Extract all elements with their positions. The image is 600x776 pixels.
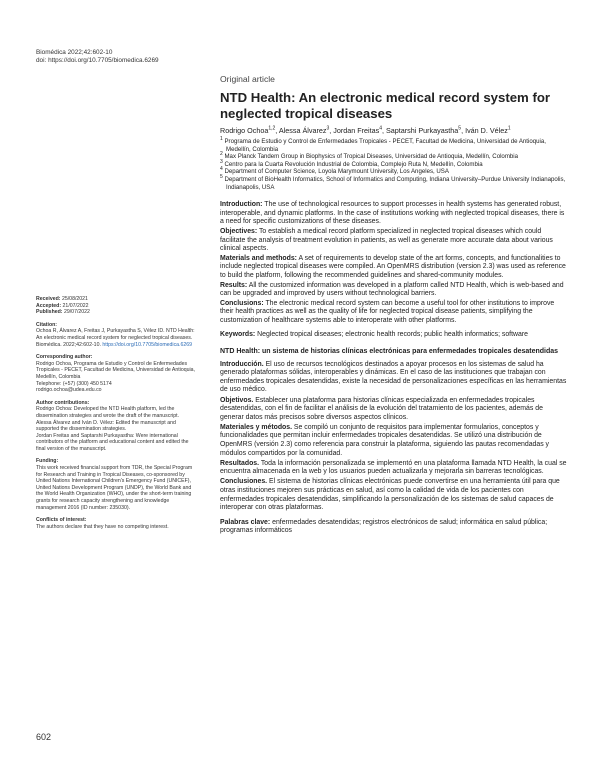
author-affil-sup: 1 xyxy=(507,125,511,132)
author-name: Alessa Álvarez xyxy=(278,126,327,135)
section-text: El sistema de historias clínicas electrónicas puede convertirse en una herramienta útil para que otras instituciones mejoren sus prácticas en salud, así como la calidad de vida de los pacientes con enfermedades tropicales desatendidas, simplificando la personalización de los sistemas de salud capaces de interoperar con otras plataformas. xyxy=(220,478,560,512)
section-label: Materials and methods: xyxy=(220,254,297,262)
section-text: Neglected tropical diseases; electronic health records; public health informatics; software xyxy=(257,331,528,339)
page-number: 602 xyxy=(36,732,52,742)
affiliation-number: 1 xyxy=(220,135,223,142)
funding-text: This work received financial support from TDR, the Special Program for Research and Training in Tropical Diseases, co-sponsored by United Nations International Children's Emergency Fund (UNICEF), United Nations Development Program (UNDP), the World Bank and the World Health Organization (WHO), under the short-term training grants for research capacity strengthening and knowledge management 2016 (ID number: 235030). xyxy=(36,465,193,511)
section-label: Introducción. xyxy=(220,360,264,368)
resumen-resultados xyxy=(220,460,568,477)
author-name: Rodrigo Ochoa xyxy=(220,126,269,135)
resumen-metodos xyxy=(220,424,568,458)
abstract-methods xyxy=(220,255,568,281)
main-column xyxy=(220,74,568,537)
corresponding-author-block xyxy=(36,354,198,394)
affiliation-number: 5 xyxy=(220,173,223,180)
affiliation-item xyxy=(220,168,568,176)
section-text: All the customized information was developed in a platform called NTD Health, which is web-based and can be upgraded and improved by users without technological barriers. xyxy=(220,281,564,298)
affiliation-item xyxy=(220,153,568,161)
corresponding-text: Rodrigo Ochoa, Programa de Estudio y Control de Enfermedades Tropicales - PECET, Facultad de Medicina, Universidad de Antioquia, Medellín, Colombia xyxy=(36,360,195,380)
resumen-conclusiones xyxy=(220,478,568,512)
author-name: Saptarshi Purkayastha xyxy=(385,126,459,135)
affiliation-text: Department of BioHealth Informatics, School of Informatics and Computing, Indiana University–Purdue University Indianapolis, Indianapolis, USA xyxy=(224,175,566,191)
resumen-palabras-clave xyxy=(220,519,568,536)
article-type: Original article xyxy=(220,74,275,84)
citation-block xyxy=(36,322,198,348)
journal-header xyxy=(36,49,159,65)
author-list: Rodrigo Ochoa$^{1,2}$, Alessa Álvarez$^3$, Jordan Freitas$^4$, Saptarshi Purkayastha$^5$, Iván D. Vélez$^1$ xyxy=(220,125,511,135)
author-affil-sup: 3 xyxy=(326,125,330,132)
accepted-label: Accepted: xyxy=(36,302,62,309)
affiliation-text: Centro para la Cuarta Revolución Industrial de Colombia, Complejo Ruta N, Medellín, Colombia xyxy=(224,160,483,168)
section-text: enfermedades desatendidas; registros electrónicos de salud; informática en salud pública; programas informáticos xyxy=(220,518,548,535)
article-sidebar xyxy=(36,296,198,536)
corresponding-email[interactable]: rodrigo.ochoa@udea.edu.co xyxy=(36,387,102,394)
section-text: A set of requirements to develop state of the art forms, concepts, and functionalities to include neglected tropical diseases were compiled. An OpenMRS distribution (version 2.3) was used as reference to build the platform, following the recommended guidelines and shared-community modules. xyxy=(220,254,566,279)
journal-doi: doi: https://doi.org/10.7705/biomedica.6269 xyxy=(36,57,159,64)
author-affil-sup: 1,2 xyxy=(268,125,276,132)
conflicts-block xyxy=(36,517,198,530)
section-label: Palabras clave: xyxy=(220,518,271,526)
contribution-item: Rodrigo Ochoa: Developed the NTD Health platform, led the dissemination strategies and wrote the draft of the manuscript. xyxy=(36,406,180,419)
journal-citation: Biomédica 2022;42:602-10 xyxy=(36,49,113,56)
contribution-item: Jordan Freitas and Saptarshi Purkayastha: Were international contributors of the platform and educational content and edited the final version of the manuscript. xyxy=(36,432,189,452)
section-label: Materiales y métodos. xyxy=(220,423,292,431)
citation-label: Citation: xyxy=(36,321,58,328)
funding-block xyxy=(36,458,198,511)
section-label: Conclusions: xyxy=(220,299,264,307)
received-label: Received: xyxy=(36,296,61,302)
citation-text: Ochoa R, Álvarez A, Freitas J, Purkayastha S, Vélez ID. NTD Health: An electronic medical record system for neglected tropical diseases. Biomédica. 2022;42:602-10. xyxy=(36,328,195,348)
abstract-results xyxy=(220,282,568,299)
section-text: Se compiló un conjunto de requisitos para implementar formularios, conceptos y funcionalidades que permitan incluir enfermedades tropicales desatendidas. Se utilizó una distribución de OpenMRS (versión 2.3) como referencia para construir la plataforma, siguiendo las pautas recomendadas y módulos compartidos por la comunidad. xyxy=(220,423,550,457)
author-contributions-block xyxy=(36,400,198,453)
abstract-conclusions xyxy=(220,300,568,326)
section-label: Results: xyxy=(220,281,248,289)
section-label: Resultados. xyxy=(220,459,260,467)
affiliation-number: 4 xyxy=(220,166,223,173)
section-label: Conclusiones. xyxy=(220,478,268,486)
affiliation-text: Department of Computer Science, Loyola Marymount University, Los Angeles, USA xyxy=(224,168,449,176)
abstract-spanish xyxy=(220,348,568,536)
section-text: To establish a medical record platform specialized in neglected tropical diseases which could facilitate the analysis of treatment evolution in patients, as well as generate more accurate data about various clinical aspects. xyxy=(220,227,553,253)
section-label: Keywords: xyxy=(220,331,256,339)
section-text: The electronic medical record system can become a useful tool for other institutions to improve their health practices as well as the quality of life for neglected tropical disease patients, simplifying the customization of healthcare systems able to interoperate with other platforms. xyxy=(220,299,555,324)
resumen-objetivos xyxy=(220,397,568,423)
contribution-item: Alessa Álvarez and Iván D. Vélez: Edited the manuscript and supported the dissemination strategies. xyxy=(36,419,176,433)
author-affil-sup: 4 xyxy=(379,125,382,132)
section-label: Introduction: xyxy=(220,201,263,209)
affiliation-text: Programa de Estudio y Control de Enfermedades Tropicales - PECET, Facultad de Medicina, Universidad de Antioquia, Medellín, Colombia xyxy=(224,138,546,153)
author-affil-sup: 5 xyxy=(458,125,462,132)
conflicts-text: The authors declare that they have no competing interest. xyxy=(36,523,169,530)
abstract-keywords xyxy=(220,331,568,340)
abstract-introduction xyxy=(220,201,568,227)
article-title: NTD Health: An electronic medical record system for neglected tropical diseases xyxy=(220,90,551,121)
affiliation-text: Max Planck Tandem Group in Biophysics of Tropical Diseases, Universidad de Antioquia, Medellín, Colombia xyxy=(224,153,519,161)
author-name: Jordan Freitas xyxy=(333,126,380,135)
affiliation-number: 3 xyxy=(220,158,223,165)
published-date: 29/07/2022 xyxy=(63,309,90,316)
corresponding-phone: Telephone: (+57) (300) 450 5174 xyxy=(36,380,112,387)
abstract-objectives xyxy=(220,228,568,254)
spanish-title: NTD Health: un sistema de historias clínicas electrónicas para enfermedades tropicales desatendidas xyxy=(220,348,559,356)
received-date: 25/08/2021 xyxy=(61,296,88,302)
affiliations xyxy=(220,135,568,191)
dates-block xyxy=(36,296,198,316)
affiliation-item xyxy=(220,173,568,191)
conflicts-label: Conflicts of interest: xyxy=(36,517,87,524)
contributions-label: Author contributions: xyxy=(36,399,90,406)
affiliation-item xyxy=(220,135,568,153)
author-name: Iván D. Vélez xyxy=(465,126,508,135)
section-text: El uso de recursos tecnológicos destinados a apoyar procesos en los sistemas de salud ha generado plataformas sólidas, interoperables y dinámicas. En el caso de las instituciones que trabajan con enfermedades tropicales desatendidas, existe la necesidad de personalizaciones específicas en las herramientas de uso médico. xyxy=(220,360,567,394)
section-label: Objectives: xyxy=(220,227,258,235)
abstract-english xyxy=(220,201,568,340)
citation-doi-link[interactable]: https://doi.org/10.7705/biomedica.6269 xyxy=(102,341,193,348)
corresponding-label: Corresponding author: xyxy=(36,354,93,361)
affiliation-number: 2 xyxy=(220,151,223,158)
section-text: Establecer una plataforma para historias clínicas especializada en enfermedades tropicales desatendidas, con el fin de facilitar el análisis de la evolución del tratamiento de los pacientes, además de generar datos más precisos sobre diversos aspectos clínicos. xyxy=(220,396,543,421)
resumen-introduccion xyxy=(220,361,568,395)
section-text: Toda la información personalizada se implementó en una plataforma llamada NTD Health, la cual se encuentra almacenada en la web y los usuarios pueden actualizarla y mejorarla sin barreras tecnológicas. xyxy=(220,459,567,476)
section-label: Objetivos. xyxy=(220,396,254,404)
funding-label: Funding: xyxy=(36,458,59,465)
section-text: The use of technological resources to support processes in health systems has generated robust, interoperable, and dynamic platforms. In the case of institutions working with neglected tropical diseases, there is a need for specific customizations of these diseases. xyxy=(220,201,565,226)
published-label: Published: xyxy=(36,309,63,316)
accepted-date: 21/07/2022 xyxy=(62,302,89,309)
